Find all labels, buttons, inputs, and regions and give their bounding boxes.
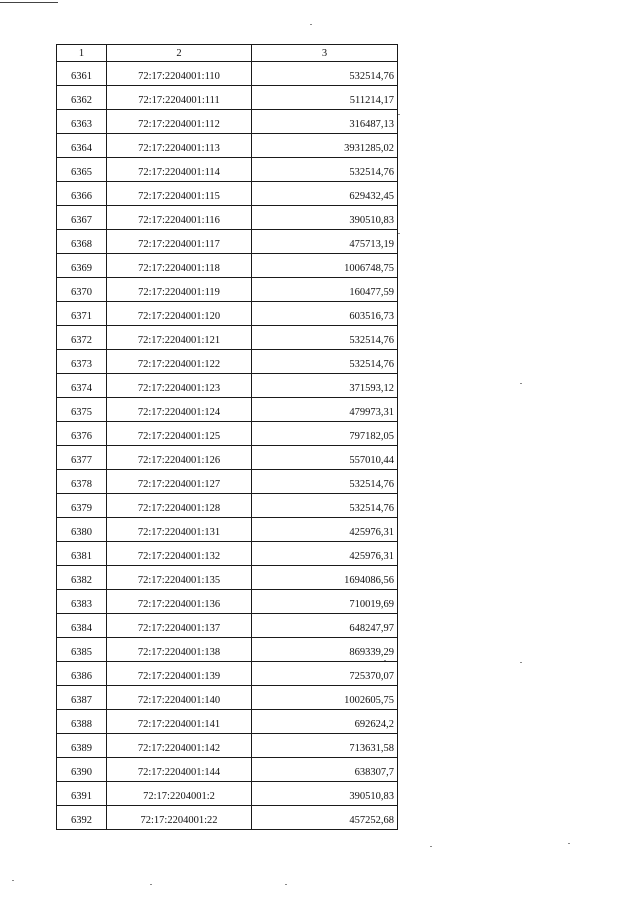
cadastral-number: 72:17:2204001:110 [107, 62, 252, 86]
table-row [57, 758, 398, 782]
scan-speck [12, 880, 14, 881]
table-row [57, 62, 398, 86]
table-row [57, 470, 398, 494]
row-number: 6367 [57, 206, 107, 230]
scan-speck [285, 884, 287, 885]
scan-speck [520, 662, 522, 663]
row-number: 6386 [57, 662, 107, 686]
row-number: 6363 [57, 110, 107, 134]
scan-speck [398, 114, 400, 115]
row-number: 6376 [57, 422, 107, 446]
cadastral-number: 72:17:2204001:137 [107, 614, 252, 638]
table-row [57, 86, 398, 110]
cadastral-value: 797182,05 [252, 422, 398, 446]
table-row [57, 542, 398, 566]
cadastral-value: 425976,31 [252, 518, 398, 542]
cadastral-number: 72:17:2204001:120 [107, 302, 252, 326]
table-row [57, 446, 398, 470]
cadastral-number: 72:17:2204001:111 [107, 86, 252, 110]
table-row [57, 134, 398, 158]
table-row [57, 422, 398, 446]
cadastral-value: 479973,31 [252, 398, 398, 422]
cadastral-number: 72:17:2204001:132 [107, 542, 252, 566]
cadastral-number: 72:17:2204001:118 [107, 254, 252, 278]
cadastral-number: 72:17:2204001:2 [107, 782, 252, 806]
cadastral-value: 557010,44 [252, 446, 398, 470]
table-row [57, 374, 398, 398]
cadastral-value: 725370,07 [252, 662, 398, 686]
cadastral-value: 390510,83 [252, 782, 398, 806]
row-number: 6377 [57, 446, 107, 470]
table-row [57, 566, 398, 590]
cadastral-number: 72:17:2204001:114 [107, 158, 252, 182]
header-col-2: 2 [107, 45, 252, 62]
cadastral-value: 425976,31 [252, 542, 398, 566]
table-row [57, 806, 398, 830]
scan-speck [150, 884, 152, 885]
table-body [57, 62, 398, 830]
cadastral-number: 72:17:2204001:139 [107, 662, 252, 686]
row-number: 6361 [57, 62, 107, 86]
cadastral-number: 72:17:2204001:131 [107, 518, 252, 542]
table-row [57, 278, 398, 302]
cadastral-value: 648247,97 [252, 614, 398, 638]
cadastral-value: 316487,13 [252, 110, 398, 134]
table-header [57, 45, 398, 62]
cadastral-value: 603516,73 [252, 302, 398, 326]
row-number: 6390 [57, 758, 107, 782]
row-number: 6391 [57, 782, 107, 806]
row-number: 6364 [57, 134, 107, 158]
table-row [57, 518, 398, 542]
cadastral-number: 72:17:2204001:141 [107, 710, 252, 734]
row-number: 6370 [57, 278, 107, 302]
row-number: 6385 [57, 638, 107, 662]
scan-speck [568, 843, 570, 844]
cadastral-value: 532514,76 [252, 62, 398, 86]
row-number: 6372 [57, 326, 107, 350]
cadastral-number: 72:17:2204001:127 [107, 470, 252, 494]
cadastral-number: 72:17:2204001:124 [107, 398, 252, 422]
cadastral-number: 72:17:2204001:138 [107, 638, 252, 662]
row-number: 6362 [57, 86, 107, 110]
table-row [57, 398, 398, 422]
table-row [57, 494, 398, 518]
row-number: 6382 [57, 566, 107, 590]
cadastral-number: 72:17:2204001:125 [107, 422, 252, 446]
cadastral-value: 629432,45 [252, 182, 398, 206]
cadastral-number: 72:17:2204001:113 [107, 134, 252, 158]
cadastral-number: 72:17:2204001:116 [107, 206, 252, 230]
cadastral-value: 160477,59 [252, 278, 398, 302]
row-number: 6368 [57, 230, 107, 254]
cadastral-value: 1006748,75 [252, 254, 398, 278]
cadastral-value: 638307,7 [252, 758, 398, 782]
cadastral-number: 72:17:2204001:115 [107, 182, 252, 206]
cadastral-value: 532514,76 [252, 494, 398, 518]
row-number: 6379 [57, 494, 107, 518]
table-row [57, 302, 398, 326]
cadastral-value: 713631,58 [252, 734, 398, 758]
cadastral-number: 72:17:2204001:140 [107, 686, 252, 710]
row-number: 6373 [57, 350, 107, 374]
row-number: 6381 [57, 542, 107, 566]
table-row [57, 686, 398, 710]
row-number: 6380 [57, 518, 107, 542]
cadastral-number: 72:17:2204001:119 [107, 278, 252, 302]
row-number: 6388 [57, 710, 107, 734]
table-row [57, 254, 398, 278]
table-row [57, 326, 398, 350]
cadastral-value: 511214,17 [252, 86, 398, 110]
row-number: 6365 [57, 158, 107, 182]
row-number: 6387 [57, 686, 107, 710]
cadastral-value: 371593,12 [252, 374, 398, 398]
cadastral-value: 532514,76 [252, 470, 398, 494]
cadastral-value: 692624,2 [252, 710, 398, 734]
table-row [57, 350, 398, 374]
cadastral-value: 475713,19 [252, 230, 398, 254]
scan-edge-line [0, 2, 58, 3]
table-row [57, 734, 398, 758]
scan-speck [520, 383, 522, 384]
header-col-1: 1 [57, 45, 107, 62]
scan-speck [310, 24, 312, 25]
cadastral-value-table [56, 44, 398, 830]
cadastral-number: 72:17:2204001:22 [107, 806, 252, 830]
table-row [57, 158, 398, 182]
row-number: 6371 [57, 302, 107, 326]
scan-speck [430, 846, 432, 847]
cadastral-number: 72:17:2204001:126 [107, 446, 252, 470]
scan-speck [384, 660, 386, 661]
table-row [57, 182, 398, 206]
row-number: 6383 [57, 590, 107, 614]
cadastral-number: 72:17:2204001:144 [107, 758, 252, 782]
header-col-3: 3 [252, 45, 398, 62]
table-row [57, 662, 398, 686]
table-row [57, 230, 398, 254]
table-row [57, 710, 398, 734]
row-number: 6375 [57, 398, 107, 422]
cadastral-value: 1694086,56 [252, 566, 398, 590]
cadastral-number: 72:17:2204001:112 [107, 110, 252, 134]
cadastral-value: 390510,83 [252, 206, 398, 230]
row-number: 6366 [57, 182, 107, 206]
row-number: 6389 [57, 734, 107, 758]
row-number: 6378 [57, 470, 107, 494]
table-row [57, 110, 398, 134]
cadastral-number: 72:17:2204001:122 [107, 350, 252, 374]
row-number: 6374 [57, 374, 107, 398]
row-number: 6392 [57, 806, 107, 830]
cadastral-value: 532514,76 [252, 158, 398, 182]
cadastral-value: 3931285,02 [252, 134, 398, 158]
cadastral-value: 457252,68 [252, 806, 398, 830]
cadastral-value: 532514,76 [252, 350, 398, 374]
header-row [57, 45, 398, 62]
cadastral-value: 710019,69 [252, 590, 398, 614]
cadastral-number: 72:17:2204001:117 [107, 230, 252, 254]
table-row [57, 782, 398, 806]
cadastral-number: 72:17:2204001:135 [107, 566, 252, 590]
row-number: 6384 [57, 614, 107, 638]
cadastral-value: 532514,76 [252, 326, 398, 350]
table-row [57, 614, 398, 638]
table-row [57, 638, 398, 662]
table-row [57, 590, 398, 614]
cadastral-value: 1002605,75 [252, 686, 398, 710]
cadastral-value: 869339,29 [252, 638, 398, 662]
cadastral-number: 72:17:2204001:128 [107, 494, 252, 518]
cadastral-number: 72:17:2204001:136 [107, 590, 252, 614]
row-number: 6369 [57, 254, 107, 278]
cadastral-number: 72:17:2204001:142 [107, 734, 252, 758]
table-row [57, 206, 398, 230]
cadastral-number: 72:17:2204001:121 [107, 326, 252, 350]
cadastral-number: 72:17:2204001:123 [107, 374, 252, 398]
scan-speck [398, 233, 400, 234]
